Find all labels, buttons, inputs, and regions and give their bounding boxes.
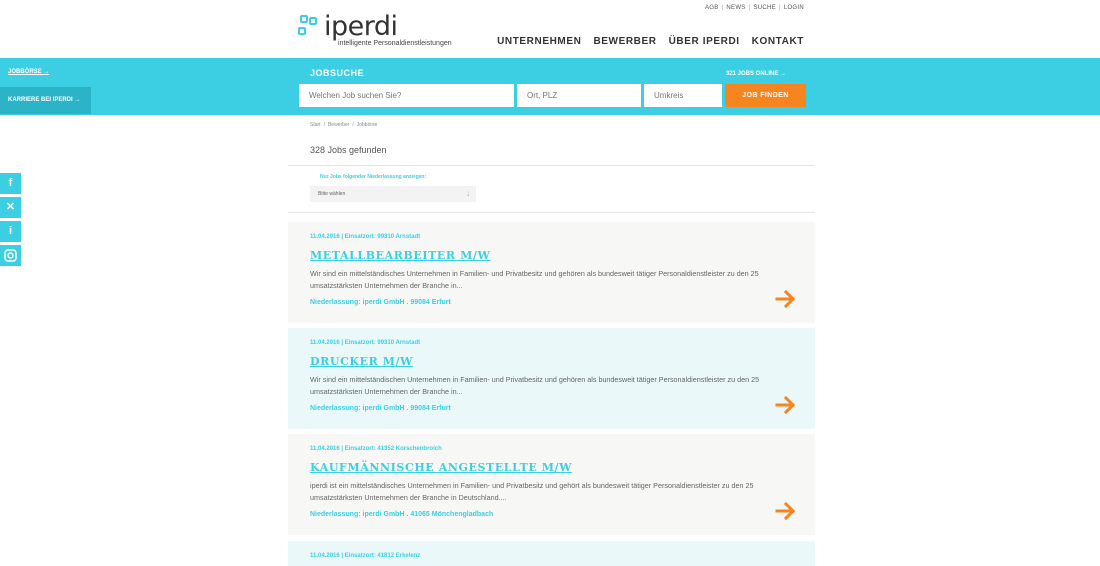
job-title-link[interactable]: DRUCKER M/W bbox=[310, 355, 414, 368]
job-meta: 11.04.2016 | Einsatzort: 99310 Arnstadt bbox=[310, 234, 421, 240]
job-description: Wir sind ein mittelständischen Unternehmen in Familien- und Privatbesitz und gehören als bundesweit tätiger Personaldienstleister zu den 25 umsatzstärksten Unternehmen der Branche in... bbox=[310, 375, 760, 396]
main-nav bbox=[497, 36, 804, 47]
job-title-link[interactable]: METALLBEARBEITER M/W bbox=[310, 249, 491, 262]
job-description: Wir sind ein mittelständisches Unternehmen in Familien- und Privatbesitz und gehören als bundesweit tätiger Personaldienstleister zu den 25 umsatzstärksten Unternehmen der Branche in... bbox=[310, 269, 759, 290]
divider bbox=[288, 165, 815, 166]
filter-label: Nur Jobs folgender Niederlassung anzeigen: bbox=[320, 174, 427, 180]
breadcrumb-bewerber[interactable]: Bewerber bbox=[327, 122, 350, 128]
arrow-right-icon: → bbox=[43, 69, 50, 75]
arrow-right-icon: → bbox=[780, 71, 787, 77]
top-link-news[interactable]: NEWS bbox=[726, 5, 746, 11]
breadcrumb: Start / Bewerber / Jobbörse bbox=[310, 122, 378, 128]
jobsuche-heading: JOBSUCHE bbox=[310, 68, 365, 78]
job-finden-button[interactable]: JOB FINDEN bbox=[725, 84, 806, 107]
location-input[interactable] bbox=[517, 84, 641, 107]
nav-unternehmen[interactable]: UNTERNEHMEN bbox=[497, 36, 582, 47]
radius-input[interactable] bbox=[644, 84, 722, 107]
job-card bbox=[288, 541, 815, 566]
results-count: 328 Jobs gefunden bbox=[310, 145, 387, 155]
sidebar-button-karriere[interactable]: KARRIERE BEI IPERDI → bbox=[0, 87, 91, 114]
nav-bewerber[interactable]: BEWERBER bbox=[593, 36, 657, 47]
arrow-down-icon: ↓ bbox=[466, 189, 470, 198]
arrow-right-icon[interactable] bbox=[775, 500, 797, 522]
job-branch: Niederlassung: iperdi GmbH . 99084 Erfurt bbox=[310, 299, 451, 306]
nav-ueber-iperdi[interactable]: ÜBER IPERDI bbox=[668, 36, 740, 47]
logo-text: iperdi bbox=[324, 11, 398, 42]
job-branch: Niederlassung: iperdi GmbH . 41065 Mönchengladbach bbox=[310, 511, 494, 518]
job-meta: 11.04.2016 | Einsatzort: 99310 Arnstadt bbox=[310, 340, 421, 346]
instagram-icon[interactable] bbox=[0, 245, 21, 266]
job-card bbox=[288, 434, 815, 535]
job-branch: Niederlassung: iperdi GmbH . 99084 Erfurt bbox=[310, 405, 451, 412]
top-link-login[interactable]: LOGIN bbox=[783, 5, 804, 11]
job-meta: 11.04.2016 | Einsatzort: 41812 Erkelenz bbox=[310, 553, 421, 559]
jobs-online-link[interactable]: 321 JOBS ONLINE → bbox=[726, 71, 787, 77]
logo-tagline: intelligente Personaldienstleistungen bbox=[338, 40, 452, 47]
job-card bbox=[288, 328, 815, 429]
info-icon[interactable]: i bbox=[0, 221, 21, 242]
logo[interactable] bbox=[298, 11, 452, 47]
job-description: iperdi ist ein mittelständisches Unternehmen in Familien- und Privatbesitz und gehört als bundesweit tätiger Personaldienstleister zu den 25 umsatzstärksten Unternehmen der Branche in Deutschland.... bbox=[310, 481, 754, 502]
arrow-right-icon[interactable] bbox=[775, 394, 797, 416]
job-meta: 11.04.2016 | Einsatzort: 41352 Korschenbroich bbox=[310, 446, 442, 452]
breadcrumb-start[interactable]: Start bbox=[310, 122, 321, 128]
sidebar-link-jobboerse[interactable]: JOBBÖRSE → bbox=[8, 69, 50, 75]
job-search-input[interactable] bbox=[299, 84, 514, 107]
arrow-right-icon[interactable] bbox=[775, 288, 797, 310]
top-link-suche[interactable]: SUCHE bbox=[753, 5, 776, 11]
branch-select[interactable]: Bitte wählen ↓ bbox=[310, 186, 476, 202]
breadcrumb-jobboerse: Jobbörse bbox=[356, 122, 378, 128]
divider bbox=[288, 212, 815, 213]
top-link-agb[interactable]: AGB bbox=[704, 5, 719, 11]
facebook-icon[interactable]: f bbox=[0, 173, 21, 194]
arrow-right-icon: → bbox=[74, 97, 81, 103]
nav-kontakt[interactable]: KONTAKT bbox=[751, 36, 804, 47]
job-card bbox=[288, 222, 815, 323]
logo-mark-icon bbox=[298, 15, 320, 39]
top-links: AGB | NEWS | SUCHE | LOGIN bbox=[704, 5, 804, 11]
header bbox=[0, 0, 1100, 58]
xing-icon[interactable]: ✕ bbox=[0, 197, 21, 218]
job-title-link[interactable]: KAUFMÄNNISCHE ANGESTELLTE M/W bbox=[310, 461, 573, 474]
